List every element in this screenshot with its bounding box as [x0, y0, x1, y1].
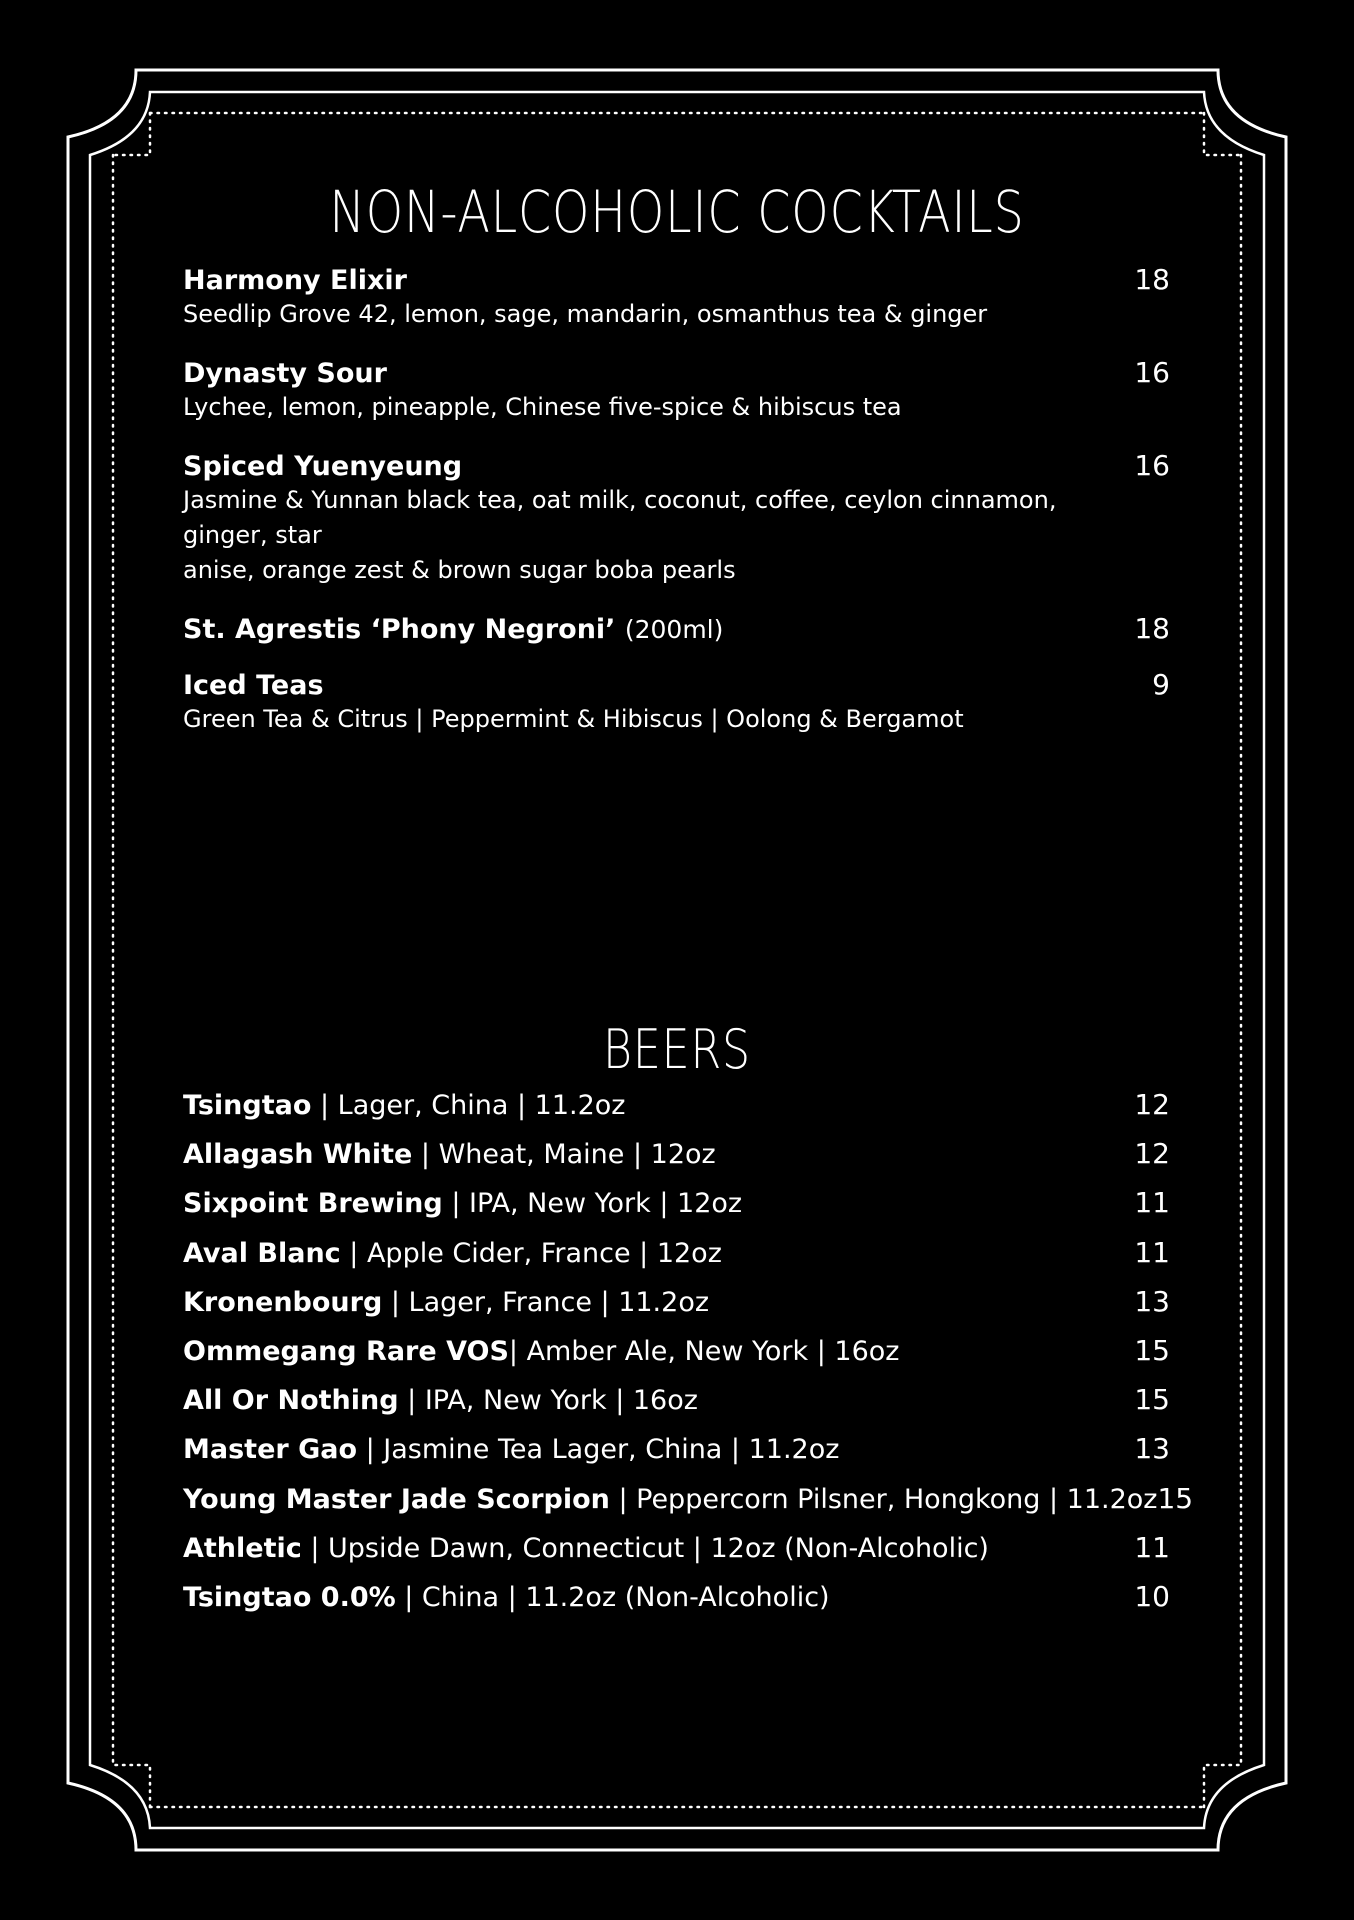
beer-item	[183, 1233, 1170, 1282]
beer-text	[183, 1578, 830, 1618]
cocktail-size: (200ml)	[624, 615, 724, 644]
beer-detail: | Upside Dawn, Connecticut | 12oz (Non-Alcoholic)	[301, 1532, 989, 1564]
beer-name: Young Master Jade Scorpion	[183, 1483, 610, 1515]
cocktail-price: 16	[1134, 356, 1170, 389]
cocktail-row	[183, 263, 1170, 297]
cocktail-item	[183, 668, 1170, 737]
beer-name: All Or Nothing	[183, 1385, 399, 1417]
cocktail-price: 16	[1134, 449, 1170, 482]
cocktail-item	[183, 263, 1170, 332]
beer-detail: | Apple Cider, France | 12oz	[340, 1237, 722, 1269]
beer-name: Ommegang Rare VOS	[183, 1335, 509, 1367]
cocktail-name	[183, 357, 387, 390]
beer-detail: | Peppercorn Pilsner, Hongkong | 11.2oz	[609, 1483, 1158, 1515]
beer-item	[183, 1282, 1170, 1331]
beer-name: Allagash White	[183, 1139, 413, 1171]
cocktail-name-text: Iced Teas	[183, 670, 324, 701]
beer-detail: | Lager, China | 11.2oz	[311, 1090, 626, 1121]
beer-item	[183, 1429, 1170, 1478]
beer-text	[183, 1430, 839, 1470]
beer-text	[183, 1086, 625, 1126]
cocktail-name	[183, 450, 462, 483]
beer-price: 15	[1157, 1481, 1194, 1515]
beer-detail: | IPA, New York | 16oz	[398, 1385, 698, 1417]
beer-text	[183, 1234, 722, 1274]
beer-text	[183, 1135, 716, 1175]
beer-text	[183, 1332, 899, 1372]
beer-item	[183, 1528, 1170, 1577]
beer-price: 11	[1134, 1186, 1170, 1220]
beer-name: Aval Blanc	[183, 1237, 341, 1269]
beer-text	[183, 1381, 698, 1421]
cocktail-description: Green Tea & Citrus | Peppermint & Hibiscus | Oolong & Bergamot	[183, 705, 964, 733]
beer-price: 15	[1134, 1333, 1170, 1367]
cocktail-name-text: Spiced Yuenyeung	[183, 451, 463, 482]
beer-item	[183, 1479, 1194, 1528]
cocktail-row	[183, 449, 1170, 483]
cocktail-name	[183, 613, 723, 646]
cocktail-item	[183, 356, 1170, 425]
beer-item	[183, 1085, 1170, 1134]
cocktail-price: 18	[1134, 263, 1170, 296]
beer-text	[183, 1283, 709, 1323]
beer-text	[183, 1529, 989, 1569]
beer-detail: | Jasmine Tea Lager, China | 11.2oz	[357, 1434, 840, 1466]
beer-price: 10	[1134, 1579, 1170, 1613]
cocktail-row	[183, 668, 1170, 702]
cocktails-list	[183, 263, 1170, 761]
beer-price: 13	[1134, 1284, 1170, 1318]
cocktail-description: Lychee, lemon, pineapple, Chinese five-spice & hibiscus tea	[183, 393, 902, 421]
cocktail-name-text: Dynasty Sour	[183, 358, 387, 389]
cocktail-name-text: St. Agrestis ‘Phony Negroni’	[183, 614, 616, 645]
beer-text	[183, 1480, 1157, 1520]
beer-detail: | IPA, New York | 12oz	[442, 1188, 743, 1220]
beer-price: 12	[1134, 1088, 1170, 1121]
cocktail-description: Jasmine & Yunnan black tea, oat milk, coconut, coffee, ceylon cinnamon, ginger, star anise, orange zest & brown sugar boba pearls	[183, 486, 1057, 584]
beer-detail: | Lager, France | 11.2oz	[382, 1286, 710, 1318]
beer-price: 15	[1134, 1383, 1170, 1417]
beer-price: 13	[1134, 1432, 1170, 1466]
cocktails-heading: NON-ALCOHOLIC COCKTAILS	[329, 178, 1025, 246]
beer-detail: | Amber Ale, New York | 16oz	[508, 1335, 900, 1367]
cocktail-row	[183, 612, 1170, 646]
beer-item	[183, 1331, 1170, 1380]
beer-name: Tsingtao 0.0%	[183, 1581, 396, 1613]
beers-heading: BEERS	[603, 1018, 751, 1081]
beer-text	[183, 1184, 742, 1224]
beer-item	[183, 1380, 1170, 1429]
beer-name: Kronenbourg	[183, 1286, 383, 1318]
cocktail-name	[183, 669, 324, 702]
beer-item	[183, 1577, 1170, 1626]
cocktail-name	[183, 264, 407, 297]
beer-item	[183, 1134, 1170, 1183]
cocktail-description: Seedlip Grove 42, lemon, sage, mandarin, osmanthus tea & ginger	[183, 300, 988, 328]
beers-list	[183, 1085, 1194, 1626]
cocktail-price: 9	[1152, 668, 1170, 701]
cocktail-name-text: Harmony Elixir	[183, 265, 407, 296]
beer-item	[183, 1183, 1170, 1232]
beer-detail: | Wheat, Maine | 12oz	[412, 1139, 716, 1171]
beer-price: 12	[1134, 1137, 1170, 1171]
cocktail-item	[183, 612, 1170, 646]
beer-name: Tsingtao	[183, 1090, 312, 1121]
beer-detail: | China | 11.2oz (Non-Alcoholic)	[395, 1581, 830, 1613]
beer-price: 11	[1134, 1235, 1170, 1269]
beer-name: Sixpoint Brewing	[183, 1188, 443, 1220]
beer-price: 11	[1134, 1530, 1170, 1564]
cocktail-price: 18	[1134, 612, 1170, 645]
beer-name: Athletic	[183, 1532, 302, 1564]
cocktail-row	[183, 356, 1170, 390]
cocktail-item	[183, 449, 1170, 588]
beer-name: Master Gao	[183, 1434, 358, 1466]
